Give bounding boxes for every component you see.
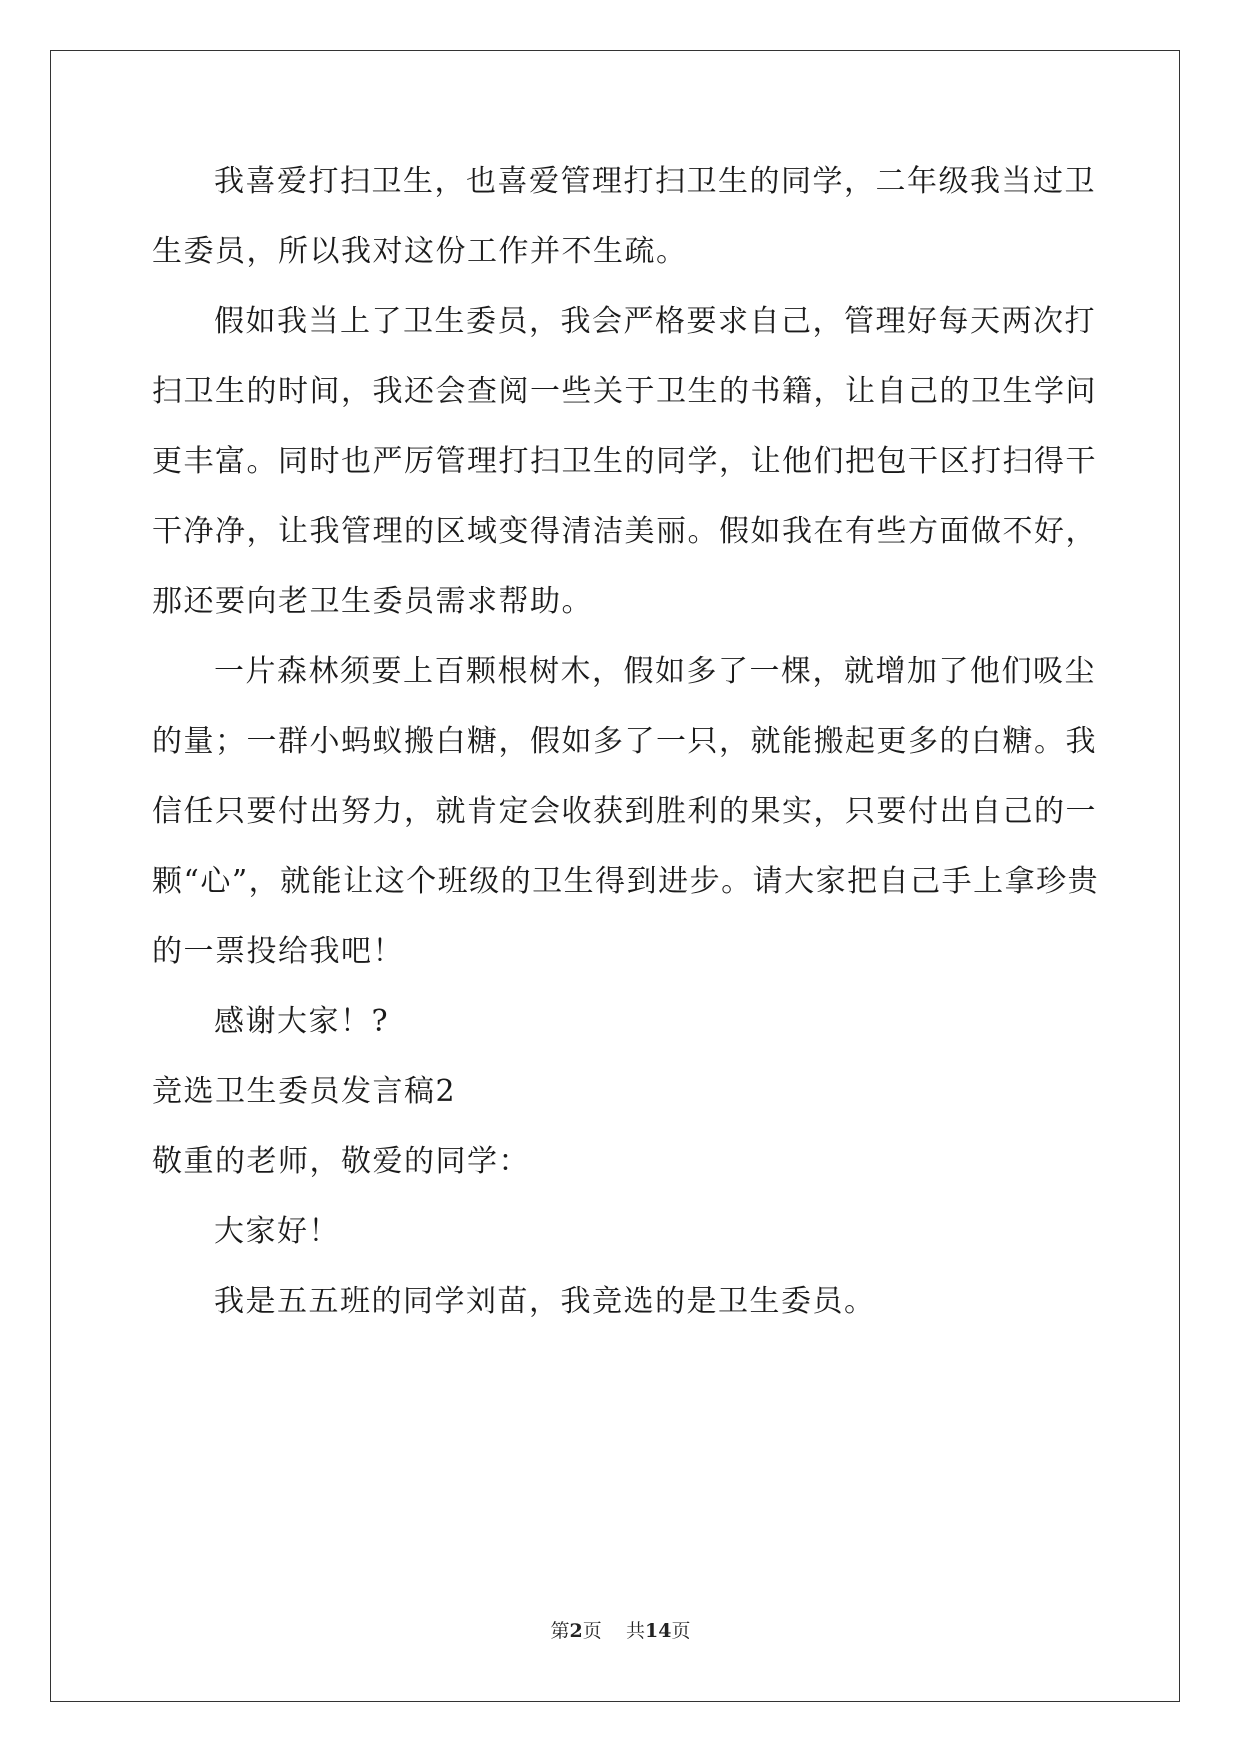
paragraph-1-line-1: 我喜爱打扫卫生，也喜爱管理打扫卫生的同学，二年级我当过卫 [214,164,1096,199]
paragraph-1-line-2: 生委员，所以我对这份工作并不生疏。 [152,234,688,269]
paragraph-3-line-3: 信任只要付出努力，就肯定会收获到胜利的果实，只要付出自己的一 [152,794,1097,829]
paragraph-3-line-1: 一片森林须要上百颗根树木，假如多了一棵，就增加了他们吸尘 [214,654,1096,689]
paragraph-2-line-4: 干净净，让我管理的区域变得清洁美丽。假如我在有些方面做不好， [152,514,1097,549]
paragraph-2-line-1: 假如我当上了卫生委员，我会严格要求自己，管理好每天两次打 [214,304,1096,339]
paragraph-3-line-2: 的量；一群小蚂蚁搬白糖，假如多了一只，就能搬起更多的白糖。我 [152,724,1097,759]
paragraph-2-line-5: 那还要向老卫生委员需求帮助。 [152,584,593,619]
page-footer [0,1616,1241,1643]
paragraph-3-line-4: 颗“心”，就能让这个班级的卫生得到进步。请大家把自己手上拿珍贵 [152,864,1100,899]
section-title: 竞选卫生委员发言稿2 [152,1074,457,1109]
page-suffix: 页 [582,1620,602,1642]
paragraph-3-line-5: 的一票投给我吧！ [152,934,404,969]
total-prefix: 共 [625,1620,645,1642]
paragraph-2-line-3: 更丰富。同时也严厉管理打扫卫生的同学，让他们把包干区打扫得干 [152,444,1097,479]
salutation: 敬重的老师，敬爱的同学： [152,1144,530,1179]
greeting: 大家好！ [214,1214,340,1249]
total-suffix: 页 [671,1620,691,1642]
page-prefix: 第 [550,1620,570,1642]
paragraph-2-line-2: 扫卫生的时间，我还会查阅一些关于卫生的书籍，让自己的卫生学问 [152,374,1097,409]
page-number: 2 [569,1620,583,1642]
total-pages: 14 [644,1620,672,1642]
thanks-line: 感谢大家！? [214,1004,390,1039]
intro-line: 我是五五班的同学刘苗，我竞选的是卫生委员。 [214,1284,876,1319]
